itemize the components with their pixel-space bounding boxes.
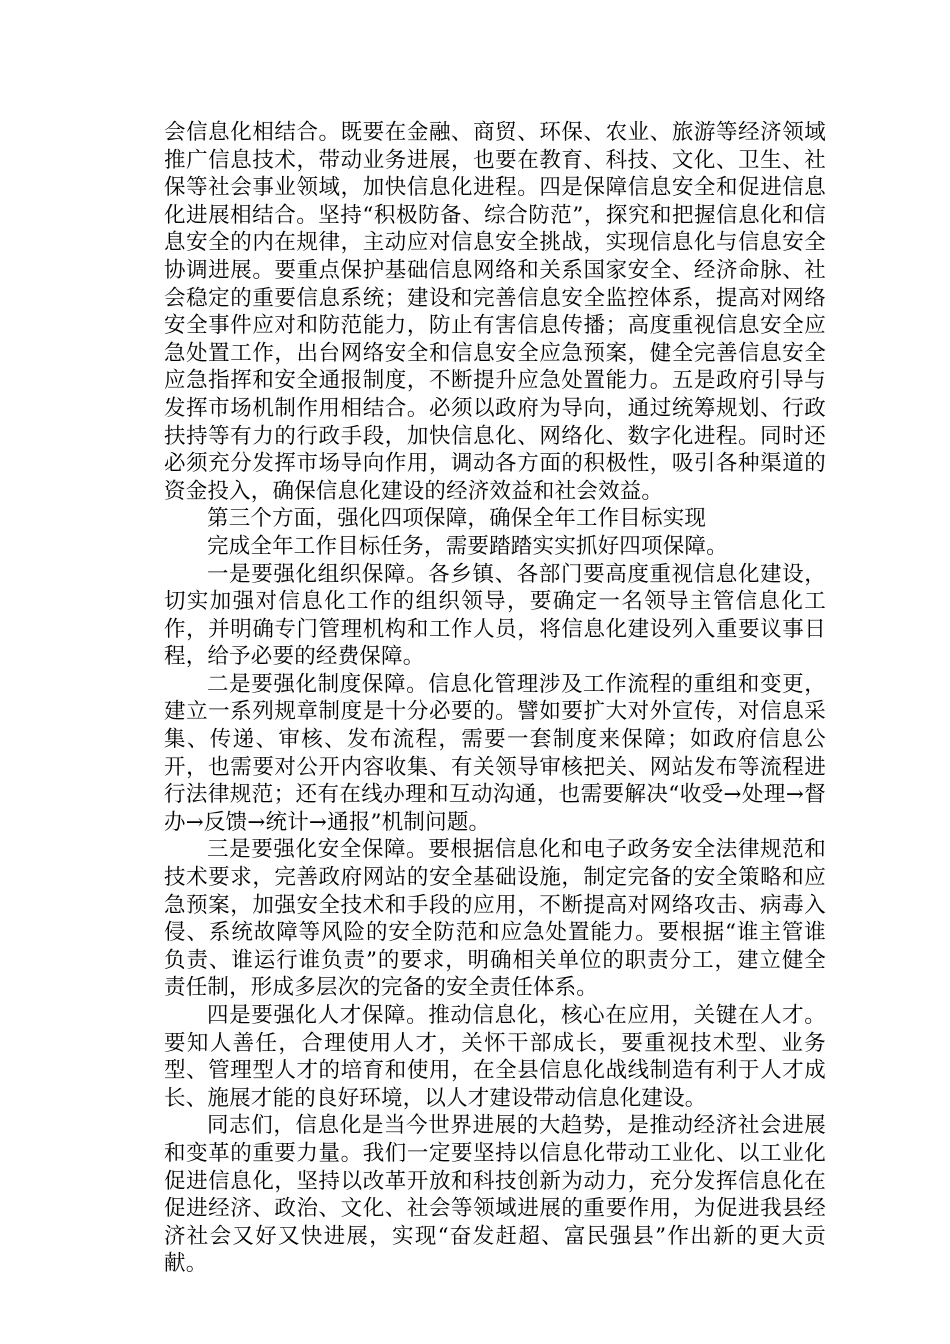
paragraph-organization-guarantee: 一是要强化组织保障。各乡镇、各部门要高度重视信息化建设，切实加强对信息化工作的组织领导，要确定一名领导主管信息化工作，并明确专门管理机构和工作人员，将信息化建设列入重要议事日程，给予必要的经费保障。: [164, 561, 826, 670]
paragraph-continuation: 会信息化相结合。既要在金融、商贸、环保、农业、旅游等经济领域推广信息技术，带动业务进展，也要在教育、科技、文化、卫生、社保等社会事业领域，加快信息化进程。四是保障信息安全和促进信息化进展相结合。坚持“积极防备、综合防范”，探究和把握信息化和信息安全的内在规律，主动应对信息安全挑战，实现信息化与信息安全协调进展。要重点保护基础信息网络和关系国家安全、经济命脉、社会稳定的重要信息系统；建设和完善信息安全监控体系，提高对网络安全事件应对和防范能力，防止有害信息传播；高度重视信息安全应急处置工作，出台网络安全和信息安全应急预案，健全完善信息安全应急指挥和安全通报制度，不断提升应急处置能力。五是政府引导与发挥市场机制作用相结合。必须以政府为导向，通过统筹规划、行政扶持等有力的行政手段，加快信息化、网络化、数字化进程。同时还必须充分发挥市场导向作用，调动各方面的积极性，吸引各种渠道的资金投入，确保信息化建设的经济效益和社会效益。: [164, 120, 826, 504]
paragraph-talent-guarantee: 四是要强化人才保障。推动信息化，核心在应用，关键在人才。要知人善任，合理使用人才，关怀干部成长，要重视技术型、业务型、管理型人才的培育和使用，在全县信息化战线制造有利于人才成长、施展才能的良好环境，以人才建设带动信息化建设。: [164, 1003, 826, 1111]
paragraph-intro: 完成全年工作目标任务，需要踏踏实实抓好四项保障。: [207, 533, 728, 559]
paragraph-system-guarantee: 二是要强化制度保障。信息化管理涉及工作流程的重组和变更，建立一系列规章制度是十分必要的。譬如要扩大对外宣传，对信息采集、传递、审核、发布流程，需要一套制度来保障；如政府信息公开，也需要对公开内容收集、有关领导审核把关、网站发布等流程进行法律规范；还有在线办理和互动沟通，也需要解决“收受→处理→督办→反馈→统计→通报”机制问题。: [164, 671, 826, 835]
paragraph-closing: 同志们，信息化是当今世界进展的大趋势，是推动经济社会进展和变革的重要力量。我们一定要坚持以信息化带动工业化、以工业化促进信息化，坚持以改革开放和科技创新为动力，充分发挥信息化在促进经济、政治、文化、社会等领域进展的重要作用，为促进我县经济社会又好又快进展，实现“奋发赶超、富民强县”作出新的更大贡献。: [164, 1113, 826, 1277]
section-heading: 第三个方面，强化四项保障，确保全年工作目标实现: [207, 506, 707, 532]
document-body: [164, 119, 826, 1278]
paragraph-security-guarantee: 三是要强化安全保障。要根据信息化和电子政务安全法律规范和技术要求，完善政府网站的安全基础设施，制定完备的安全策略和应急预案，加强安全技术和手段的应用，不断提高对网络攻击、病毒入侵、系统故障等风险的安全防范和应急处置能力。要根据“谁主管谁负责、谁运行谁负责”的要求，明确相关单位的职责分工，建立健全责任制，形成多层次的完备的安全责任体系。: [164, 837, 826, 1001]
